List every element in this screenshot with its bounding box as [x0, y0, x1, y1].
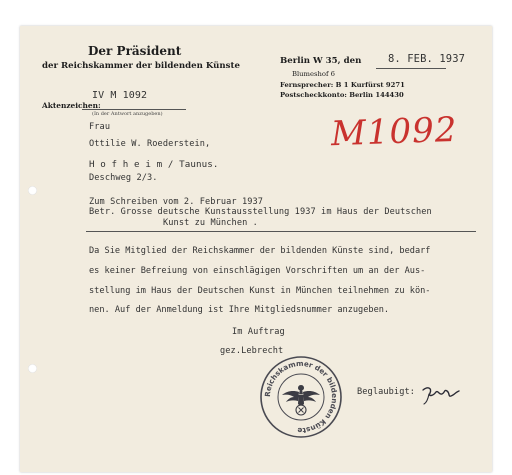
reference-value: IV M 1092 [92, 90, 148, 101]
subject-divider [86, 231, 476, 232]
address-postal: Postscheckkonto: Berlin 144430 [280, 91, 404, 99]
date-underline [376, 68, 446, 69]
body-line-1: Da Sie Mitglied der Reichskammer der bildenden Künste sind, bedarf [89, 246, 431, 256]
recipient-name: Ottilie W. Roederstein, [89, 139, 211, 149]
eagle-emblem-icon [282, 385, 320, 415]
address-phone: Fernsprecher: B 1 Kurfürst 9271 [280, 81, 405, 89]
body-line-3: stellung im Haus der Deutschen Kunst in München teilnehmen zu kön- [89, 286, 431, 296]
letterhead-title: Der Präsident [88, 44, 182, 58]
stamp-ring-text-path: Reichskammer der bildenden Künste [262, 358, 340, 436]
handwritten-file-number: M1092 [330, 109, 459, 155]
recipient-city: H o f h e i m / Taunus. [89, 159, 219, 170]
punch-hole-top [28, 186, 37, 195]
letter-date: 8. FEB. 1937 [388, 53, 466, 65]
body-line-2: es keiner Befreiung von einschlägigen Vorschriften um an der Aus- [89, 266, 426, 276]
letter-page [20, 26, 492, 472]
recipient-salutation: Frau [89, 122, 111, 132]
closing-auftrag: Im Auftrag [232, 327, 285, 337]
letterhead-subtitle: der Reichskammer der bildenden Künste [42, 61, 240, 71]
address-city-line: Berlin W 35, den [280, 56, 362, 66]
official-stamp [258, 354, 344, 440]
address-street: Blumeshof 6 [292, 70, 335, 78]
certified-label: Beglaubigt: [357, 387, 416, 397]
subject-reference: Zum Schreiben vom 2. Februar 1937 [89, 197, 264, 207]
subject-line: Betr. Grosse deutsche Kunstausstellung 1937 im Haus der Deutschen [89, 207, 432, 217]
closing-signature: gez.Lebrecht [220, 346, 284, 356]
subject-line-continued: Kunst zu München . [163, 218, 258, 228]
reference-note: (In der Antwort anzugeben) [92, 111, 163, 117]
body-line-4: nen. Auf der Anmeldung ist Ihre Mitgliedsnummer anzugeben. [89, 305, 390, 315]
reference-underline [82, 109, 186, 110]
recipient-street: Deschweg 2/3. [89, 173, 158, 183]
punch-hole-bottom [28, 364, 37, 373]
handwritten-signature [420, 382, 462, 406]
reference-label: Aktenzeichen: [42, 101, 101, 110]
